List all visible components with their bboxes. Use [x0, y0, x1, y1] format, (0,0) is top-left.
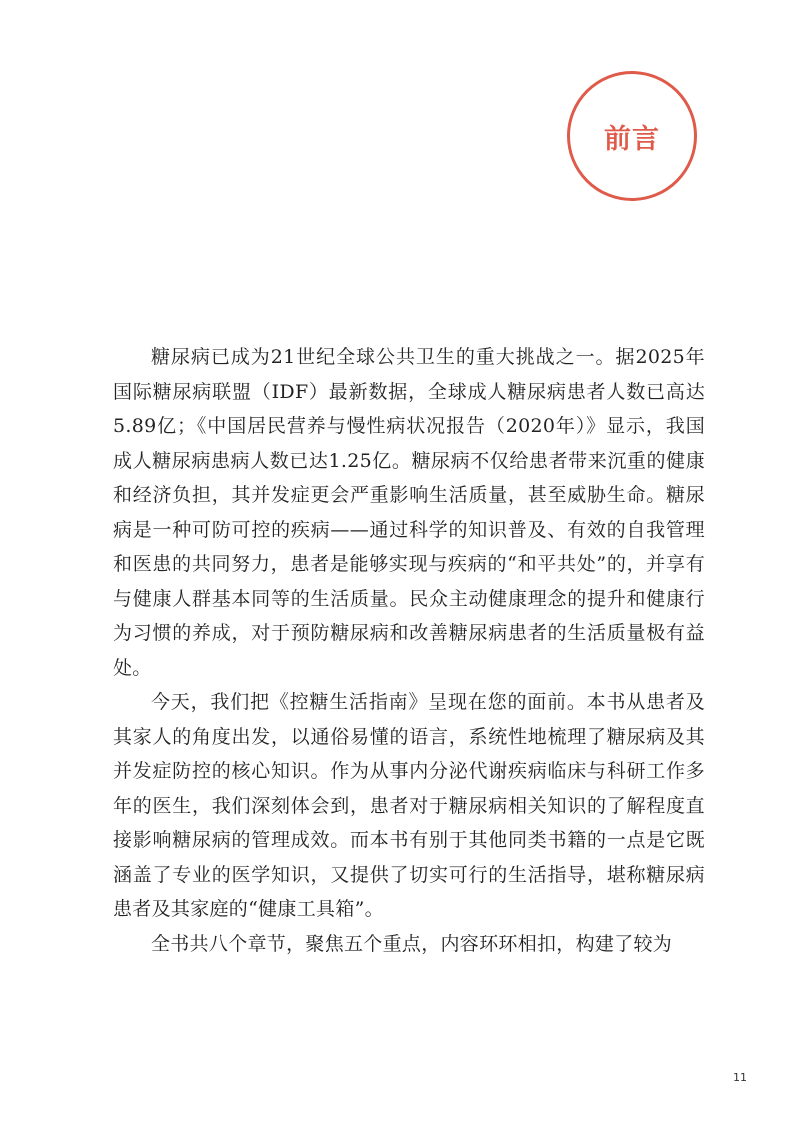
- body-text: [113, 340, 705, 961]
- page-number: 11: [733, 1071, 747, 1084]
- page-title: 前言: [604, 123, 660, 155]
- paragraph: 全书共八个章节，聚焦五个重点，内容环环相扣，构建了较为: [151, 932, 673, 955]
- preface-badge: [567, 71, 697, 201]
- paragraph: 今天，我们把《控糖生活指南》呈现在您的面前。本书从患者及其家人的角度出发，以通俗易懂的语言，系统性地梳理了糖尿病及其并发症防控的核心知识。作为从事内分泌代谢疾病临床与科研工作多年的医生，我们深刻体会到，患者对于糖尿病相关知识的了解程度直接影响糖尿病的管理成效。而本书有别于其他同类书籍的一点是它既涵盖了专业的医学知识，又提供了切实可行的生活指导，堪称糖尿病患者及其家庭的“健康工具箱”。: [113, 691, 705, 920]
- paragraph: 糖尿病已成为21世纪全球公共卫生的重大挑战之一。据2025年国际糖尿病联盟（IDF）最新数据，全球成人糖尿病患者人数已高达5.89亿；《中国居民营养与慢性病状况报告（2020年）》显示，我国成人糖尿病患病人数已达1.25亿。糖尿病不仅给患者带来沉重的健康和经济负担，其并发症更会严重影响生活质量，甚至威胁生命。糖尿病是一种可防可控的疾病——通过科学的知识普及、有效的自我管理和医患的共同努力，患者是能够实现与疾病的“和平共处”的，并享有与健康人群基本同等的生活质量。民众主动健康理念的提升和健康行为习惯的养成，对于预防糖尿病和改善糖尿病患者的生活质量极有益处。: [113, 346, 705, 679]
